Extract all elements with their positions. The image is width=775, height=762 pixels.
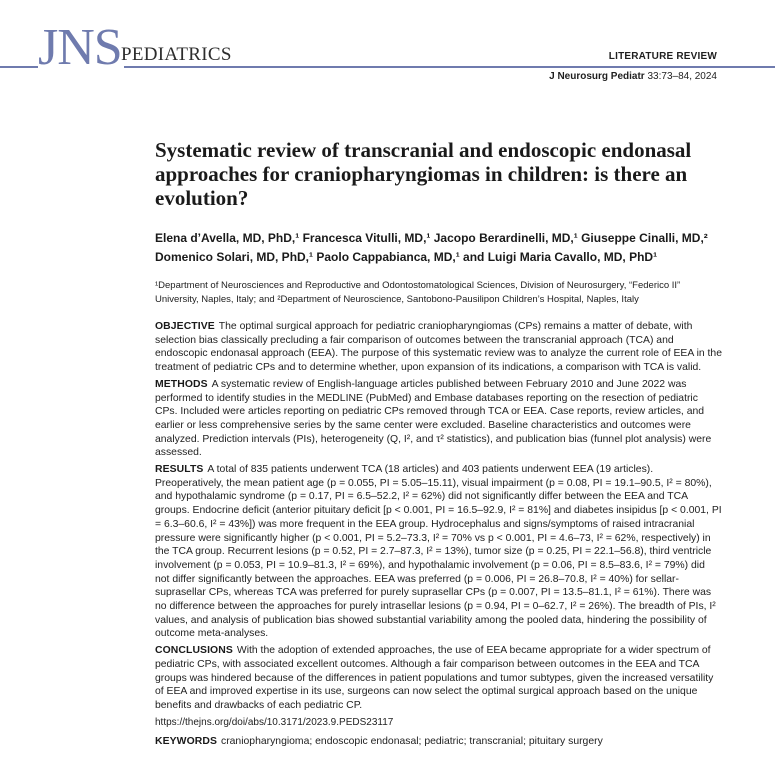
section-label: LITERATURE REVIEW	[608, 51, 717, 62]
methods-label: METHODS	[155, 378, 208, 390]
affiliations: ¹Department of Neurosciences and Reproductive and Odontostomatological Sciences, Division of Neurosurgery, “Federico II” University, Naples, Italy; and ²Department of Neuroscience, Santobono-Pausilipon Children’s Hospital, Naples, Italy	[155, 280, 681, 305]
abstract-results	[155, 463, 722, 641]
results-text: A total of 835 patients underwent TCA (18 articles) and 403 patients underwent EEA (19 articles). Preoperatively, the mean patient age (p = 0.055, PI = 5.05–15.11), visual impairment (p = 0.08, PI = 19.1–90.5, I² = 80%), and hypothalamic syndrome (p = 0.17, PI = 6.5–52.2, I² = 62%) did not significantly differ between the EEA and TCA groups. Endocrine deficit (anterior pituitary deficit [p < 0.001, PI = 16.5–92.9, I² = 81%] and diabetes insipidus [p < 0.001, PI = 6.3–60.6, I² = 43%]) was more frequent in the EEA group. Hydrocephalus and signs/symptoms of raised intracranial pressure were significantly higher (p < 0.001, PI = 5.2–73.3, I² = 70% vs p < 0.001, PI = 4.6–73, I² = 62%, respectively) in the TCA group. Recurrent lesions (p = 0.52, PI = 2.7–87.3, I² = 13%), tumor size (p = 0.25, PI = 22.1–56.8), third ventricle involvement (p = 0.053, PI = 10.9–81.3, I² = 69%), and hypothalamic involvement (p = 0.06, PI = 8.5–83.6, I² = 79%) did not differ significantly between the approaches. EEA was preferred (p = 0.006, PI = 26.8–70.8, I² = 40%) for sellar-suprasellar CPs, whereas TCA was preferred for purely suprasellar CPs (p = 0.007, PI = 13.5–81.1, I² = 61%). There was no difference between the approaches for purely intrasellar lesions (p = 0.94, PI = 0–62.7, I² = 26%). The breadth of PIs, I² values, and analysis of publication bias showed substantial variability among the pooled data, hindering the possibility of outcome meta-analyses.	[155, 464, 722, 640]
abstract	[155, 320, 722, 752]
keywords	[155, 735, 722, 749]
article-title: Systematic review of transcranial and endoscopic endonasal approaches for craniopharyngiomas in children: is there an evolution?	[155, 138, 692, 210]
authors-line: Elena d’Avella, MD, PhD,¹ Francesca Vitulli, MD,¹ Jacopo Berardinelli, MD,¹ Giuseppe Cinalli, MD,²	[155, 231, 708, 245]
objective-text: The optimal surgical approach for pediatric craniopharyngiomas (CPs) remains a matter of debate, with selection bias classically precluding a fair comparison of outcomes between the transcranial approach (TCA) and endoscopic endonasal approach (EEA). The purpose of this systematic review was to analyze the current role of EEA in the treatment of pediatric CPs and to determine whether, upon expansion of its indications, a comparison with TCA is valid.	[155, 321, 722, 374]
keywords-text: craniopharyngioma; endoscopic endonasal; pediatric; transcranial; pituitary surgery	[221, 736, 603, 748]
methods-text: A systematic review of English-language articles published between February 2010 and June 2022 was performed to identify studies in the MEDLINE (PubMed) and Embase databases reporting on the resection of pediatric CPs. Included were articles reporting on pediatric CPs removed through TCA or EEA. Case reports, review articles, and earlier or less comprehensive series by the same center were excluded. Baseline characteristics and outcomes were analyzed. Prediction intervals (PIs), heterogeneity (Q, I², and τ² statistics), and publication bias (funnel plot analysis) were assessed.	[155, 378, 712, 459]
abstract-objective	[155, 320, 722, 375]
abstract-methods	[155, 378, 722, 460]
journal-name: J Neurosurg Pediatr	[549, 71, 645, 82]
author-list	[155, 229, 730, 267]
abstract-conclusions	[155, 644, 722, 713]
results-label: RESULTS	[155, 464, 204, 476]
citation	[549, 71, 717, 82]
conclusions-text: With the adoption of extended approaches, the use of EEA became appropriate for a wider spectrum of pediatric CPs, with associated excellent outcomes. Although a fair comparison between outcomes in the EEA and TCA groups was hindered because of the differences in patient populations and tumor subtypes, given the increased versatility of EEA and improved expertise in its use, surgeons can now select the optimal surgical approach based on the unique benefits and drawbacks of each pediatric CP.	[155, 645, 714, 711]
doi-link[interactable]: https://thejns.org/doi/abs/10.3171/2023.9.PEDS23117	[155, 716, 394, 728]
journal-logo: JNS	[38, 19, 122, 76]
keywords-label: KEYWORDS	[155, 736, 217, 748]
citation-details: 33:73–84, 2024	[647, 71, 717, 82]
authors-line: Domenico Solari, MD, PhD,¹ Paolo Cappabianca, MD,¹ and Luigi Maria Cavallo, MD, PhD¹	[155, 250, 658, 264]
objective-label: OBJECTIVE	[155, 321, 215, 332]
journal-logo-subtitle: PEDIATRICS	[121, 44, 232, 65]
conclusions-label: CONCLUSIONS	[155, 645, 233, 657]
